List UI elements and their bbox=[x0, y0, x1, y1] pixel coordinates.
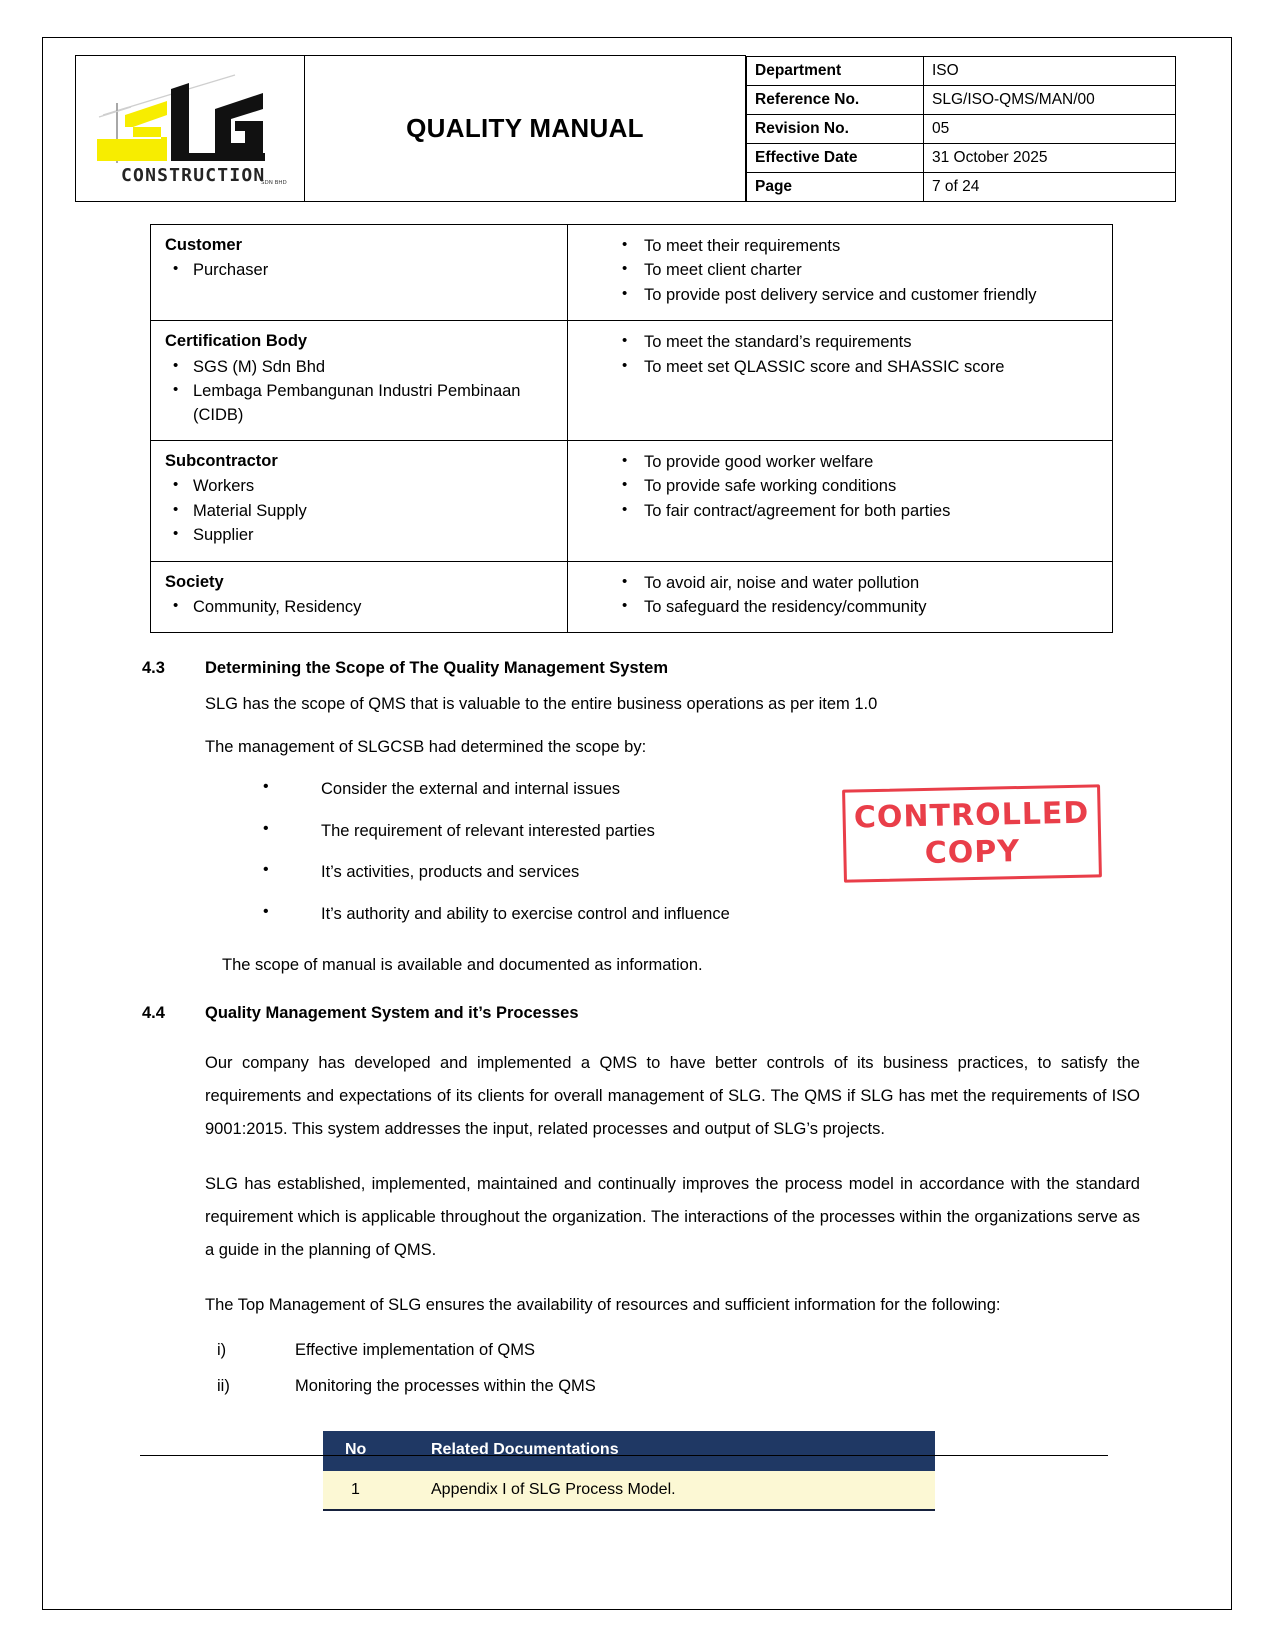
meta-row-page bbox=[747, 172, 1176, 201]
meta-value-department: ISO bbox=[924, 56, 1176, 85]
section-4-3-title: Determining the Scope of The Quality Management System bbox=[205, 659, 669, 678]
meta-value-revision-no: 05 bbox=[924, 114, 1176, 143]
list-item: • The requirement of relevant interested parties bbox=[205, 819, 1140, 844]
meta-value-effective-date: 31 October 2025 bbox=[924, 143, 1176, 172]
header-meta-table bbox=[746, 56, 1176, 202]
meta-key-page: Page bbox=[747, 172, 924, 201]
top-management-list bbox=[205, 1338, 1140, 1400]
meta-value-page: 7 of 24 bbox=[924, 172, 1176, 201]
section-4-3-heading bbox=[142, 659, 1140, 678]
footer-separator bbox=[140, 1455, 1108, 1456]
logo-cell bbox=[76, 56, 305, 202]
list-item: • Lembaga Pembangunan Industri Pembinaan (CIDB) bbox=[165, 380, 557, 427]
header-meta-cell bbox=[746, 56, 1142, 202]
meta-row-department bbox=[747, 56, 1176, 85]
table-row bbox=[151, 440, 1113, 561]
party-cell-subcontractor bbox=[151, 440, 568, 561]
list-item: • Community, Residency bbox=[165, 596, 557, 619]
list-item: • To meet the standard’s requirements bbox=[582, 331, 1102, 354]
list-item: • To meet client charter bbox=[582, 259, 1102, 282]
list-item: • SGS (M) Sdn Bhd bbox=[165, 356, 557, 379]
table-row bbox=[323, 1470, 935, 1510]
list-item: • To provide good worker welfare bbox=[582, 451, 1102, 474]
section-4-4-number: 4.4 bbox=[142, 1003, 165, 1022]
meta-row-reference-no bbox=[747, 85, 1176, 114]
paragraph-qms-overview: Our company has developed and implemented a QMS to have better controls of its business practices, to satisfy the requirements and expectations of its clients for overall management of SLG. The QMS if SLG has met the requirements of ISO 9001:2015. This system addresses the input, related processes and output of SLG’s projects. bbox=[205, 1053, 1140, 1138]
slg-construction-logo bbox=[85, 65, 295, 193]
party-cell-certification-body bbox=[151, 321, 568, 441]
list-item-label: Monitoring the processes within the QMS bbox=[295, 1377, 596, 1396]
list-item bbox=[205, 1338, 1140, 1363]
interested-parties-section bbox=[150, 224, 1140, 633]
section-4-3-lead: The management of SLGCSB had determined the scope by: bbox=[205, 738, 647, 757]
list-item: • Consider the external and internal issues bbox=[205, 777, 1140, 802]
meta-key-effective-date: Effective Date bbox=[747, 143, 924, 172]
column-header-related-documentations: Related Documentations bbox=[417, 1431, 935, 1470]
list-item: • To safeguard the residency/community bbox=[582, 596, 1102, 619]
column-header-no: No bbox=[323, 1431, 417, 1470]
table-header-row bbox=[323, 1431, 935, 1470]
party-members-list bbox=[165, 596, 557, 619]
list-item: • To avoid air, noise and water pollution bbox=[582, 572, 1102, 595]
section-4-3-intro: SLG has the scope of QMS that is valuable to the entire business operations as per item 1.0 bbox=[205, 695, 878, 714]
section-4-4-body bbox=[205, 1047, 1140, 1400]
related-documentations-table bbox=[323, 1431, 935, 1511]
party-cell-customer bbox=[151, 225, 568, 321]
list-item: • Purchaser bbox=[165, 259, 557, 282]
interested-parties-table bbox=[150, 224, 1113, 633]
party-cell-society bbox=[151, 561, 568, 633]
document-header-table bbox=[75, 55, 1141, 202]
party-members-list bbox=[165, 259, 557, 282]
needs-cell-customer bbox=[568, 225, 1113, 321]
cell-no: 1 bbox=[323, 1470, 417, 1510]
party-name: Customer bbox=[165, 236, 243, 254]
list-item: • It’s activities, products and services bbox=[205, 860, 1140, 885]
section-4-4-heading bbox=[142, 1004, 1140, 1023]
party-name: Subcontractor bbox=[165, 451, 278, 470]
svg-text:CONSTRUCTION: CONSTRUCTION bbox=[121, 164, 266, 186]
list-item: • Workers bbox=[165, 475, 557, 498]
party-name: Society bbox=[165, 572, 224, 591]
list-item-label: Effective implementation of QMS bbox=[295, 1340, 535, 1359]
meta-key-reference-no: Reference No. bbox=[747, 85, 924, 114]
stamp-line-1: CONTROLLED bbox=[853, 795, 1090, 836]
section-4-4 bbox=[142, 1004, 1140, 1400]
list-item: • To meet their requirements bbox=[582, 235, 1102, 258]
svg-text:SDN BHD: SDN BHD bbox=[261, 179, 287, 186]
needs-cell-society bbox=[568, 561, 1113, 633]
meta-row-revision-no bbox=[747, 114, 1176, 143]
logo-icon bbox=[85, 65, 295, 193]
list-marker: i) bbox=[217, 1340, 227, 1359]
meta-key-revision-no: Revision No. bbox=[747, 114, 924, 143]
document-content bbox=[75, 55, 1140, 1511]
meta-key-department: Department bbox=[747, 56, 924, 85]
list-item: • To provide safe working conditions bbox=[582, 475, 1102, 498]
party-needs-list bbox=[582, 331, 1102, 379]
party-members-list bbox=[165, 475, 557, 547]
table-row bbox=[151, 225, 1113, 321]
party-needs-list bbox=[582, 451, 1102, 523]
related-documentations-section bbox=[323, 1431, 1140, 1511]
section-4-3-closing: The scope of manual is available and documented as information. bbox=[222, 955, 703, 974]
party-needs-list bbox=[582, 572, 1102, 620]
paragraph-process-model: SLG has established, implemented, maintained and continually improves the process model in accordance with the standard requirement which is applicable throughout the organization. The interactions of the processes within the organizations serve as a guide in the planning of QMS. bbox=[205, 1174, 1140, 1259]
table-row bbox=[151, 321, 1113, 441]
party-members-list bbox=[165, 356, 557, 427]
list-item: • To meet set QLASSIC score and SHASSIC score bbox=[582, 356, 1102, 379]
table-row bbox=[151, 561, 1113, 633]
needs-cell-certification-body bbox=[568, 321, 1113, 441]
meta-value-reference-no: SLG/ISO-QMS/MAN/00 bbox=[924, 85, 1176, 114]
meta-row-effective-date bbox=[747, 143, 1176, 172]
party-name: Certification Body bbox=[165, 332, 308, 351]
list-item: • To fair contract/agreement for both parties bbox=[582, 500, 1102, 523]
list-item: • To provide post delivery service and customer friendly bbox=[582, 284, 1102, 307]
paragraph-top-management: The Top Management of SLG ensures the availability of resources and sufficient information for the following: bbox=[205, 1295, 1001, 1314]
list-item bbox=[205, 1374, 1140, 1399]
list-item: • It’s authority and ability to exercise control and influence bbox=[205, 902, 1140, 927]
section-4-4-title: Quality Management System and it’s Processes bbox=[205, 1003, 579, 1022]
needs-cell-subcontractor bbox=[568, 440, 1113, 561]
cell-document: Appendix I of SLG Process Model. bbox=[417, 1470, 935, 1510]
list-marker: ii) bbox=[217, 1377, 230, 1396]
stamp-line-2: COPY bbox=[924, 833, 1021, 871]
party-needs-list bbox=[582, 235, 1102, 307]
page-title: QUALITY MANUAL bbox=[305, 56, 746, 202]
section-4-3-number: 4.3 bbox=[142, 659, 165, 678]
list-item: • Supplier bbox=[165, 524, 557, 547]
controlled-copy-stamp bbox=[842, 784, 1102, 882]
list-item: • Material Supply bbox=[165, 500, 557, 523]
